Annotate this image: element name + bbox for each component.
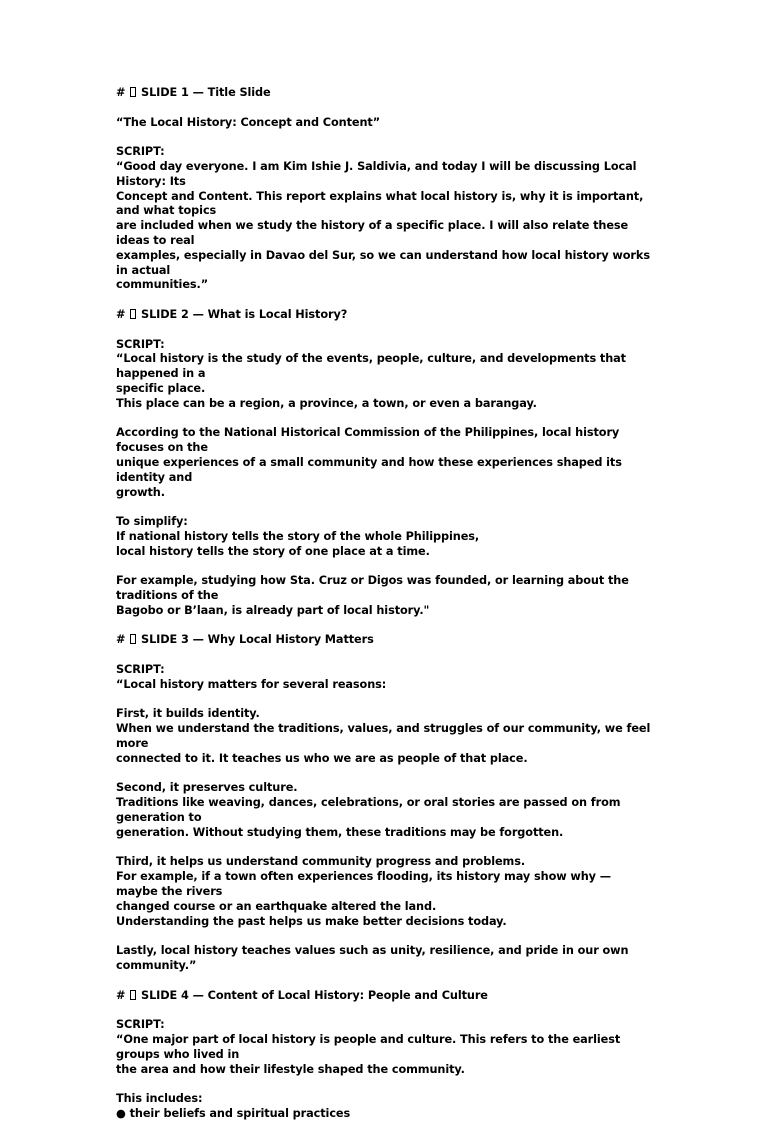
text-line: This includes: <box>116 1092 203 1106</box>
text-line: growth. <box>116 485 165 499</box>
missing-glyph-icon <box>130 309 136 319</box>
heading-marker: # <box>116 86 130 99</box>
paragraph <box>116 781 656 840</box>
text-line: communities.” <box>116 278 209 292</box>
text-line: connected to it. It teaches us who we are as people of that place. <box>116 751 528 765</box>
paragraph-spacer <box>116 974 656 989</box>
slide-heading-text: SLIDE 3 — Why Local History Matters <box>137 633 374 647</box>
text-line: examples, especially in Davao del Sur, so we can understand how local history works in actual <box>116 248 650 277</box>
document-body <box>116 86 656 1122</box>
heading-marker: # <box>116 633 130 647</box>
paragraph <box>116 145 656 293</box>
text-line: generation. Without studying them, these traditions may be forgotten. <box>116 825 564 839</box>
text-line: “Local history is the study of the events, people, culture, and developments that happened in a <box>116 352 626 381</box>
text-line: Lastly, local history teaches values such as unity, resilience, and pride in our own community.” <box>116 944 629 973</box>
text-line: “One major part of local history is people and culture. This refers to the earliest groups who lived in <box>116 1033 621 1061</box>
text-line: specific place. <box>116 381 206 395</box>
paragraph-spacer <box>116 1077 656 1092</box>
text-line: When we understand the traditions, values, and struggles of our community, we feel more <box>116 722 651 751</box>
paragraph-spacer <box>116 412 656 427</box>
paragraph <box>116 663 656 693</box>
text-line: For example, if a town often experiences flooding, its history may show why — maybe the rivers <box>116 870 611 899</box>
text-line: Bagobo or B’laan, is already part of local history." <box>116 603 430 617</box>
paragraph <box>116 1018 656 1077</box>
paragraph <box>116 855 656 929</box>
paragraph-spacer <box>116 841 656 856</box>
text-line: SCRIPT: <box>116 663 165 677</box>
text-line: This place can be a region, a province, a town, or even a barangay. <box>116 396 537 410</box>
paragraph-spacer <box>116 101 656 116</box>
paragraph-spacer <box>116 767 656 782</box>
paragraph-spacer <box>116 293 656 308</box>
paragraph-spacer <box>116 323 656 338</box>
slide-heading-3 <box>116 633 656 648</box>
text-line: First, it builds identity. <box>116 707 260 721</box>
paragraph <box>116 426 656 500</box>
paragraph <box>116 944 656 974</box>
text-line: According to the National Historical Commission of the Philippines, local history focuses on the <box>116 426 620 455</box>
slide-heading-text: SLIDE 2 — What is Local History? <box>137 307 348 321</box>
text-line: SCRIPT: <box>116 337 165 351</box>
heading-marker: # <box>116 988 130 1002</box>
text-line: Second, it preserves culture. <box>116 781 298 795</box>
missing-glyph-icon <box>130 634 136 644</box>
paragraph <box>116 1092 656 1122</box>
text-line: unique experiences of a small community and how these experiences shaped its identity and <box>116 455 622 484</box>
paragraph <box>116 116 656 131</box>
text-line: Third, it helps us understand community progress and problems. <box>116 855 526 869</box>
paragraph <box>116 574 656 618</box>
text-line: To simplify: <box>116 515 188 529</box>
text-line: Traditions like weaving, dances, celebrations, or oral stories are passed on from generation to <box>116 796 621 825</box>
paragraph-spacer <box>116 648 656 663</box>
text-line: ● their beliefs and spiritual practices <box>116 1106 351 1120</box>
paragraph-spacer <box>116 619 656 634</box>
missing-glyph-icon <box>130 87 136 97</box>
text-line: SCRIPT: <box>116 145 165 159</box>
paragraph-spacer <box>116 560 656 575</box>
paragraph <box>116 515 656 559</box>
text-line: For example, studying how Sta. Cruz or Digos was founded, or learning about the traditions of the <box>116 574 629 603</box>
text-line: the area and how their lifestyle shaped the community. <box>116 1062 465 1076</box>
paragraph <box>116 338 656 412</box>
paragraph-spacer <box>116 693 656 708</box>
missing-glyph-icon <box>130 990 136 1000</box>
text-line: local history tells the story of one place at a time. <box>116 544 430 558</box>
text-line: Concept and Content. This report explains what local history is, why it is important, and what topics <box>116 189 644 218</box>
text-line: If national history tells the story of the whole Philippines, <box>116 529 480 543</box>
text-line: “Local history matters for several reasons: <box>116 677 387 691</box>
paragraph <box>116 707 656 766</box>
paragraph-spacer <box>116 500 656 515</box>
paragraph-spacer <box>116 130 656 145</box>
slide-heading-text: SLIDE 4 — Content of Local History: People and Culture <box>137 988 488 1002</box>
paragraph-spacer <box>116 1003 656 1018</box>
heading-marker: # <box>116 307 130 321</box>
slide-heading-4 <box>116 989 656 1004</box>
text-line: Understanding the past helps us make better decisions today. <box>116 914 507 928</box>
text-line: “The Local History: Concept and Content” <box>116 115 381 129</box>
text-line: are included when we study the history of a specific place. I will also relate these ideas to real <box>116 219 629 247</box>
slide-heading-2 <box>116 308 656 323</box>
text-line: SCRIPT: <box>116 1018 165 1032</box>
slide-heading-1 <box>116 86 656 101</box>
text-line: “Good day everyone. I am Kim Ishie J. Saldivia, and today I will be discussing Local History: Its <box>116 159 637 188</box>
slide-heading-text: SLIDE 1 — Title Slide <box>137 86 271 99</box>
paragraph-spacer <box>116 929 656 944</box>
text-line: changed course or an earthquake altered the land. <box>116 899 437 913</box>
